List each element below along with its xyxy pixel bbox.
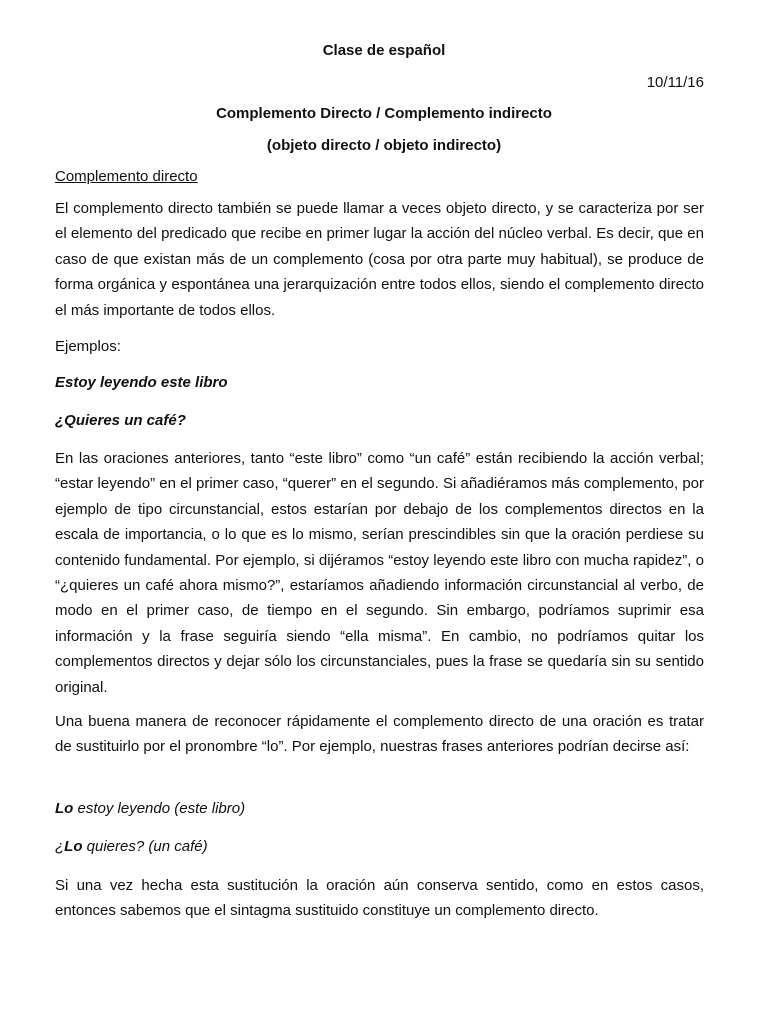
conclusion-paragraph: Si una vez hecha esta sustitución la oración aún conserva sentido, como en estos casos, entonces sabemos que el sintagma sustituido constituye un complemento directo. <box>55 877 704 920</box>
lo-pronoun: Lo <box>64 838 83 855</box>
example-sentence: Estoy leyendo este libro <box>55 374 228 391</box>
section-heading: Complemento directo <box>55 168 198 185</box>
lo-example <box>55 800 245 817</box>
lo-example-prefix: ¿ <box>55 838 65 855</box>
document-subtitle: (objeto directo / objeto indirecto) <box>266 137 502 154</box>
lo-example-text: quieres? (un café) <box>82 838 208 855</box>
lo-example <box>55 838 208 855</box>
examples-label: Ejemplos: <box>55 338 121 355</box>
lo-example-text: estoy leyendo (este libro) <box>73 800 246 817</box>
document-title: Complemento Directo / Complemento indirecto <box>216 105 552 122</box>
example-sentence: ¿Quieres un café? <box>55 412 186 429</box>
explanation-paragraph: En las oraciones anteriores, tanto “este libro” como “un café” están recibiendo la acción verbal; “estar leyendo” en el primer caso, “querer” en el segundo. Si añadiéramos más complemento, por ejemplo de tipo circunstancial, estos estarían por debajo de los complementos directos en la escala de importancia, o lo que es lo mismo, serían prescindibles sin que la oración perdiese su contenido fundamental. Por ejemplo, si dijéramos “estoy leyendo este libro con mucha rapidez”, o “¿quieres un café ahora mismo?”, estaríamos añadiendo información circunstancial al verbo, de modo en el primer caso, de tiempo en el segundo. Sin embargo, podríamos suprimir esa información y la frase seguiría siendo “ella misma”. En cambio, no podríamos quitar los complementos directos y dejar sólo los circunstanciales, pues la frase se quedaría sin su sentido original. <box>55 450 704 696</box>
recognition-paragraph: Una buena manera de reconocer rápidamente el complemento directo de una oración es tratar de sustituirlo por el pronombre “lo”. Por ejemplo, nuestras frases anteriores podrían decirse así: <box>55 713 704 756</box>
intro-paragraph: El complemento directo también se puede llamar a veces objeto directo, y se caracteriza por ser el elemento del predicado que recibe en primer lugar la acción del núcleo verbal. Es decir, que en caso de que existan más de un complemento (cosa por otra parte muy habitual), se produce de forma orgánica y espontánea una jerarquización entre todos ellos, siendo el complemento directo el más importante de todos ellos. <box>55 200 704 319</box>
lo-pronoun: Lo <box>55 800 74 817</box>
class-title: Clase de español <box>322 42 446 59</box>
document-date: 10/11/16 <box>646 74 704 91</box>
